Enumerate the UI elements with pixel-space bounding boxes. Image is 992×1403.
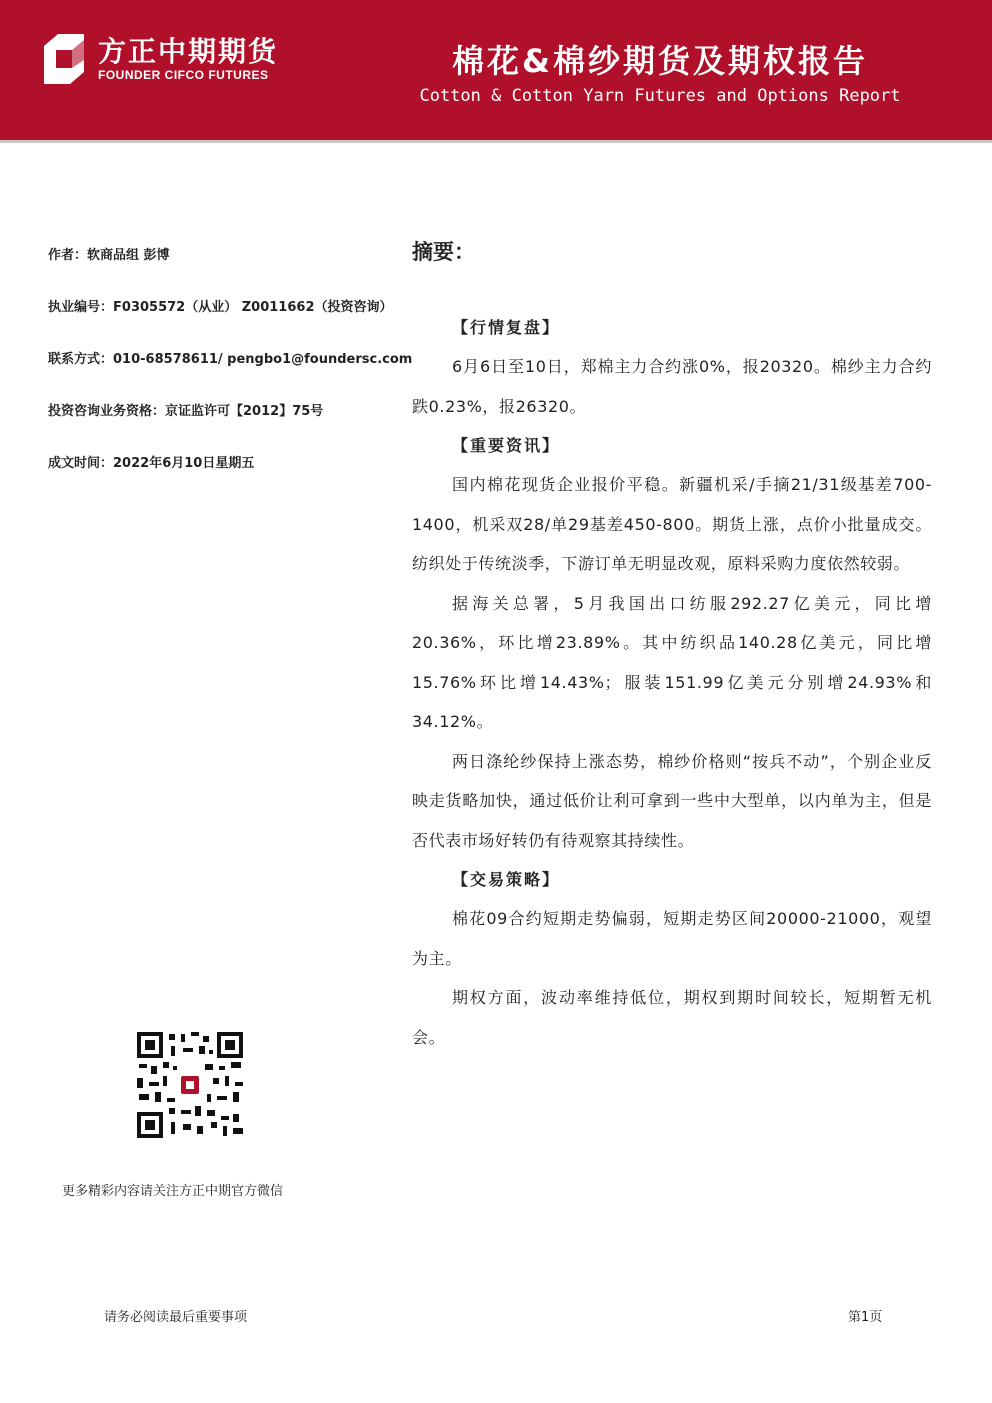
section-title-key-news: 【重要资讯】 [452,436,561,455]
author-value: 软商品组 彭博 [87,248,170,263]
paragraph-cotton-strategy: 棉花09合约短期走势偏弱，短期走势区间20000-21000，观望为主。 [412,909,932,968]
date-label: 成文时间： [48,456,114,471]
contact-value: 010-68578611/ pengbo1@foundersc.com [113,352,413,367]
qualification-value: 京证监许可【2012】75号 [165,404,324,419]
qualification-label: 投资咨询业务资格： [48,404,166,419]
contact-row [48,348,413,374]
license-row [48,296,398,322]
logo-chinese-name: 方正中期期货 [98,35,279,68]
paragraph-options-strategy: 期权方面，波动率维持低位，期权到期时间较长，短期暂无机会。 [412,988,932,1047]
footer-notice: 请务必阅读最后重要事项 [104,1310,248,1325]
paragraph-spot-market: 国内棉花现货企业报价平稳。新疆机采/手摘21/31级基差700-1400，机采双28/单29基差450-800。期货上涨，点价小批量成交。纺织处于传统淡季，下游订单无明显改观，原料采购力度依然较弱。 [412,475,932,573]
report-title-english: Cotton & Cotton Yarn Futures and Options Report [419,86,901,106]
contact-label: 联系方式： [48,352,114,367]
section-title-trading-strategy: 【交易策略】 [452,870,561,889]
page-number: 第1页 [848,1310,883,1325]
company-logo [40,30,300,90]
founder-logo-icon [40,32,88,84]
abstract-title: 摘要： [412,240,475,264]
wechat-qr-code-icon [135,1030,245,1140]
date-value: 2022年6月10日星期五 [113,456,255,471]
report-title-chinese: 棉花&棉纱期货及期权报告 [452,42,868,80]
author-label: 作者： [48,248,88,263]
license-label: 执业编号： [48,300,114,315]
report-header [0,0,992,143]
report-meta [48,244,413,504]
paragraph-market-review: 6月6日至10日，郑棉主力合约涨0%，报20320。棉纱主力合约跌0.23%，报26320。 [412,357,932,416]
paragraph-yarn-market: 两日涤纶纱保持上涨态势，棉纱价格则“按兵不动”，个别企业反映走货略加快，通过低价让利可拿到一些中大型单，以内单为主，但是否代表市场好转仍有待观察其持续性。 [412,751,932,850]
section-title-market-review: 【行情复盘】 [452,318,561,337]
paragraph-customs-export: 据海关总署，5月我国出口纺服292.27亿美元，同比增20.36%，环比增23.89%。其中纺织品140.28亿美元，同比增15.76%环比增14.43%；服装151.99亿美元分别增24.93%和34.12%。 [412,593,932,731]
author-row [48,244,398,270]
date-row [48,452,398,478]
abstract-section [412,236,932,1057]
logo-english-name: FOUNDER CIFCO FUTURES [98,68,269,82]
license-value: F0305572（从业） Z0011662（投资咨询） [113,300,393,315]
qualification-row [48,400,398,426]
qr-caption: 更多精彩内容请关注方正中期官方微信 [62,1184,284,1199]
